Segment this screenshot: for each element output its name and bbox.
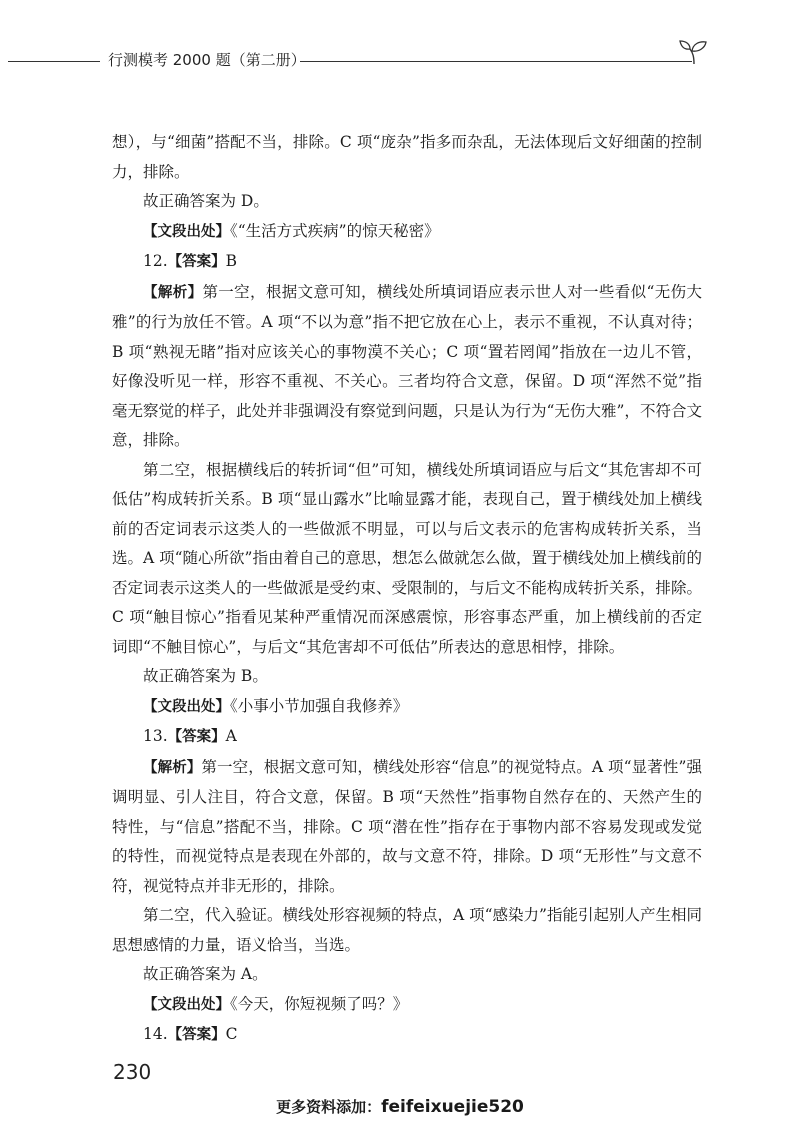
analysis-label: 【解析】 — [143, 284, 203, 301]
answer-paragraph — [112, 187, 702, 217]
paragraph-text: 《今天，你短视频了吗？》 — [230, 994, 409, 1013]
paragraph-text: 想），与“细菌”搭配不当，排除。C 项“庞杂”指多而杂乱，无法体现后文好细菌的控制力，排除。 — [112, 133, 702, 181]
source-label: 【文段出处】 — [143, 698, 230, 715]
question-number: 14. — [143, 1025, 168, 1043]
paragraph-text: 第一空，根据文意可知，横线处所填词语应表示世人对一些看似“无伤大雅”的行为放任不管。A 项“不以为意”指不把它放在心上，表示不重视，不认真对待；B 项“熟视无睹”指对应该关心的事物漠不关心；C 项“置若罔闻”指放在一边儿不管，好像没听见一样，形容不重视、不关心。三者均符合文意，保留。D 项“浑然不觉”指毫无察觉的样子，此处并非强调没有察觉到问题，只是认为行为“无伤大雅”，不符合文意，排除。 — [112, 282, 702, 449]
footer-note — [0, 1096, 800, 1117]
answer-label: 【答案】 — [167, 254, 226, 270]
answer-paragraph — [112, 960, 702, 990]
paragraph-text: 第一空，根据文意可知，横线处形容“信息”的视觉特点。A 项“显著性”强调明显、引人注目，符合文意，保留。B 项“天然性”指事物自然存在的、天然产生的特性，与“信息”搭配不当，排除。C 项“潜在性”指存在于事物内部不容易发现或发觉的特性，而视觉特点是表现在外部的，故与文意不符，排除。D 项“无形性”与文意不符，视觉特点并非无形的，排除。 — [112, 757, 703, 895]
paragraph-text: 第二空，代入验证。横线处形容视频的特点，A 项“感染力”指能引起别人产生相同思想感情的力量，语义恰当，当选。 — [112, 906, 702, 954]
paragraph-text: 故正确答案为 D。 — [143, 192, 269, 210]
paragraph-text: 《“生活方式疾病”的惊天秘密》 — [230, 221, 440, 240]
page-number: 230 — [113, 1060, 152, 1084]
footer-contact-id: feifeixuejie520 — [381, 1097, 524, 1117]
answer-paragraph — [112, 662, 702, 692]
answer-value: A — [225, 727, 237, 745]
answer-value: B — [225, 252, 238, 270]
source-label: 【文段出处】 — [143, 223, 230, 240]
header-rule-right — [300, 61, 692, 62]
analysis-label: 【解析】 — [143, 759, 202, 776]
page-header — [0, 45, 800, 75]
answer-line — [112, 247, 702, 278]
footer-prefix: 更多资料添加： — [276, 1098, 382, 1116]
answer-line — [112, 1020, 702, 1051]
source-line — [112, 990, 702, 1021]
answer-paragraph — [112, 128, 702, 187]
paragraph-text: 《小事小节加强自我修养》 — [230, 696, 409, 715]
question-number: 13. — [143, 727, 168, 745]
sprout-icon — [678, 39, 710, 65]
source-line — [112, 692, 702, 723]
page-body — [112, 128, 702, 1051]
analysis-paragraph — [112, 901, 702, 960]
paragraph-text: 故正确答案为 A。 — [143, 965, 268, 983]
question-number: 12. — [143, 252, 168, 270]
analysis-paragraph — [112, 456, 702, 663]
analysis-paragraph — [112, 278, 702, 456]
answer-value: C — [225, 1025, 238, 1043]
paragraph-text: 故正确答案为 B。 — [143, 667, 268, 685]
book-title: 行测模考 2000 题（第二册） — [108, 51, 306, 69]
paragraph-text: 第二空，根据横线后的转折词“但”可知，横线处所填词语应与后文“其危害却不可低估”构成转折关系。B 项“显山露水”比喻显露才能，表现自己，置于横线处加上横线前的否定词表示这类人的一些做派不明显，可以与后文表示的危害构成转折关系，当选。A 项“随心所欲”指由着自己的意思，想怎么做就怎么做，置于横线处加上横线前的否定词表示这类人的一些做派是受约束、受限制的，与后文不能构成转折关系，排除。C 项“触目惊心”指看见某种严重情况而深感震惊，形容事态严重，加上横线前的否定词即“不触目惊心”，与后文“其危害却不可低估”所表达的意思相悖，排除。 — [112, 460, 702, 656]
source-line — [112, 217, 702, 248]
source-label: 【文段出处】 — [143, 996, 230, 1013]
answer-label: 【答案】 — [167, 1027, 226, 1043]
answer-label: 【答案】 — [167, 729, 226, 745]
answer-line — [112, 722, 702, 753]
analysis-paragraph — [112, 753, 702, 902]
header-rule-left — [8, 61, 100, 62]
